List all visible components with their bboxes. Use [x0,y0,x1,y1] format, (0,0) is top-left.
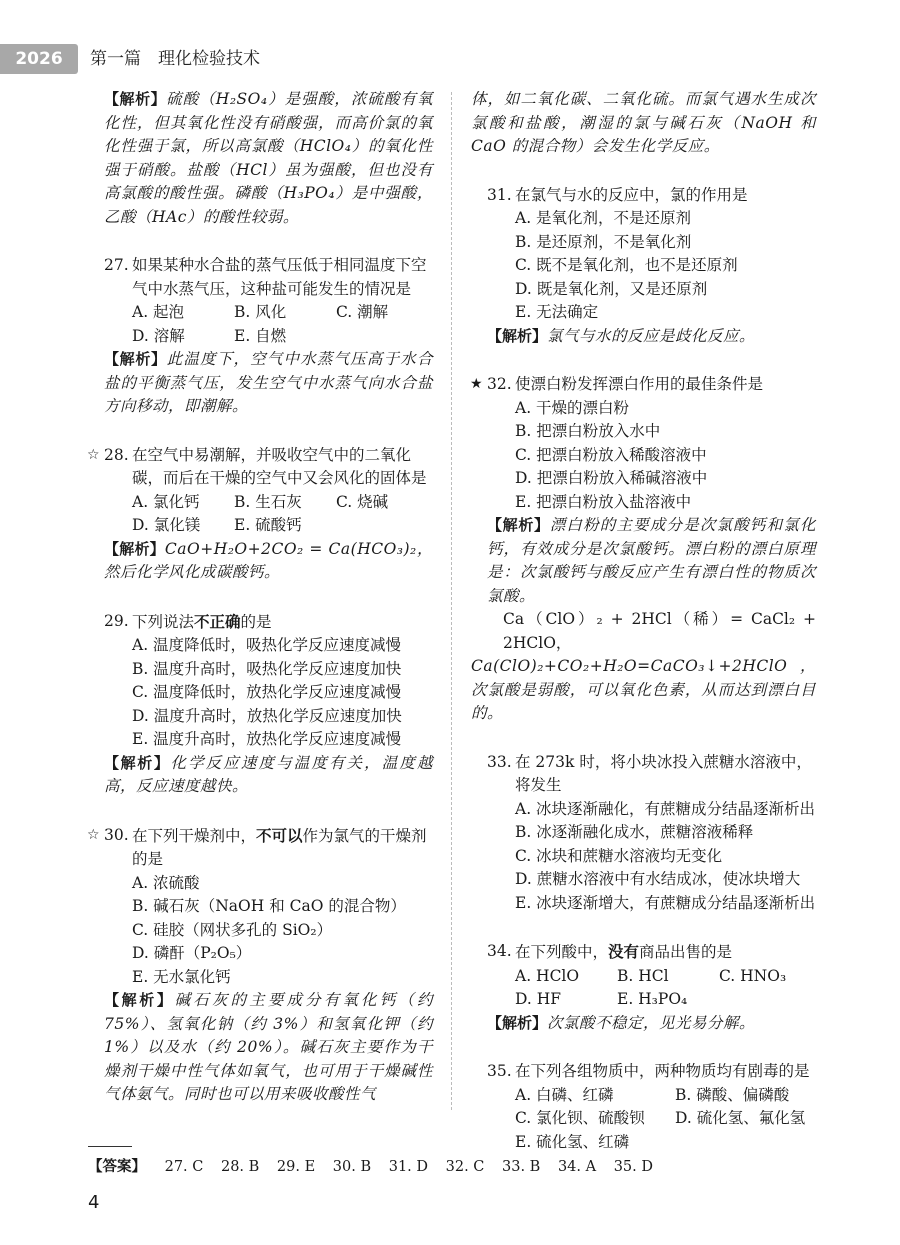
option-b: B. 碱石灰（NaOH 和 CaO 的混合物） [132,897,406,915]
question-32 [471,373,816,726]
explanation: 【解析】此温度下，空气中水蒸气压高于水合盐的平衡蒸气压，发生空气中水蒸气向水合盐方向移动，即潮解。 [104,350,433,415]
explanation: 【解析】CaO+H₂O+2CO₂ = Ca(HCO₃)₂，然后化学风化成碳酸钙。 [104,539,433,581]
star-mark: ☆ [87,446,100,463]
option-b: B. HCl [617,966,669,985]
star-mark: ★ [470,376,483,392]
right-column [471,88,816,1179]
question-31 [471,184,816,349]
question-33 [471,751,816,916]
option-c: C. 硅胶（网状多孔的 SiO₂） [132,920,333,939]
option-d: D. 温度升高时，放热化学反应速度加快 [132,706,402,725]
option-e: E. 硫酸钙 [234,516,302,534]
explanation: 【解析】碱石灰的主要成分有氧化钙（约75%）、氢氧化钠（约 3%）和氢氧化钾（约1%）以及水（约 20%）。碱石灰主要作为干燥剂干燥中性气体如氧气，也可用于干燥碱性气体氨气。同时也可以用来吸收酸性气 [104,991,433,1103]
option-a: A. 是氧化剂，不是还原剂 [515,209,692,227]
option-c: C. 氯化钡、硫酸钡 [515,1109,645,1127]
star-mark: ☆ [87,826,100,843]
option-c: C. 潮解 [336,303,389,321]
option-e: E. 冰块逐渐增大，有蔗糖成分结晶逐渐析出 [515,893,816,912]
question-stem: 31. 在氯气与水的反应中，氯的作用是 [487,185,748,204]
answer-30: 30. B [332,1159,372,1175]
equation-1: Ca（ClO）₂ + 2HCl（稀）= CaCl₂ + 2HClO， [503,610,816,652]
option-b: B. 磷酸、偏磷酸 [675,1085,790,1104]
option-e: E. 无水氯化钙 [132,967,231,986]
answer-31: 31. D [388,1159,429,1175]
page-header [0,44,900,74]
option-c: C. 温度降低时，放热化学反应速度减慢 [132,683,402,701]
explanation-tag: 【解析】 [104,90,167,108]
option-a: A. 起泡 [132,303,185,321]
answer-29: 29. E [276,1159,316,1175]
option-a: A. 干燥的漂白粉 [515,398,630,417]
answer-27: 27. C [164,1159,204,1175]
option-b: B. 冰逐渐融化成水，蔗糖溶液稀释 [515,823,754,841]
option-a: A. 浓硫酸 [132,873,200,892]
option-d: D. HF [515,990,562,1008]
explanation: 【解析】次氯酸不稳定，见光易分解。 [487,1013,756,1032]
option-b: B. 风化 [234,303,287,321]
option-c: C. 既不是氧化剂，也不是还原剂 [515,256,738,274]
question-stem: 35. 在下列各组物质中，两种物质均有剧毒的是 [487,1062,810,1080]
option-d: D. 既是氧化剂，又是还原剂 [515,279,708,298]
explanation-26: 【解析】硫酸（H₂SO₄）是强酸，浓硫酸有氧化性，但其氧化性没有硝酸强，而高价氯的氧化性强于氯，所以高氯酸（HClO₄）的氧化性强于硝酸。盐酸（HCl）虽为强酸，但也没有高氯酸的酸性强。磷酸（H₃PO₄）是中强酸，乙酸（HAc）的酸性较弱。 [104,90,433,226]
question-stem: ☆ 28. 在空气中易潮解，并吸收空气中的二氧化碳，而后在干燥的空气中又会风化的固体是 [87,445,427,487]
question-28 [88,444,433,585]
option-d: D. 氯化镁 [132,516,201,534]
explanation: 【解析】化学反应速度与温度有关，温度越高，反应速度越快。 [104,753,433,795]
option-e: E. 把漂白粉放入盐溶液中 [515,492,692,511]
option-e: E. 自燃 [234,326,287,345]
question-35 [471,1060,816,1154]
option-b: B. 把漂白粉放入水中 [515,422,661,440]
question-stem: ★ 32. 使漂白粉发挥漂白作用的最佳条件是 [471,373,816,397]
answer-32: 32. C [445,1159,485,1175]
option-d: D. 硫化氢、氟化氢 [675,1109,806,1127]
option-c: C. 把漂白粉放入稀酸溶液中 [515,445,707,464]
page-number: 4 [88,1192,100,1213]
option-b: B. 是还原剂，不是氧化剂 [515,232,692,251]
option-e: E. H₃PO₄ [617,990,688,1008]
explanation-30-continued: 体，如二氧化碳、二氧化硫。而氯气遇水生成次氯酸和盐酸，潮湿的氯与碱石灰（NaOH 和CaO 的混合物）会发生化学反应。 [471,90,816,155]
question-34 [471,940,816,1035]
option-d: D. 磷酐（P₂O₅） [132,944,252,962]
option-d: D. 把漂白粉放入稀碱溶液中 [515,469,708,487]
option-c: C. HNO₃ [719,966,787,985]
equation-2: Ca(ClO)₂+CO₂+H₂O=CaCO₃↓+2HClO，次氯酸是弱酸，可以氧化色素，从而达到漂白目的。 [471,657,816,722]
option-c: C. 烧碱 [336,492,389,511]
question-29 [88,610,433,799]
question-stem: 27. 如果某种水合盐的蒸气压低于相同温度下空气中水蒸气压，这种盐可能发生的情况是 [104,256,427,298]
option-d: D. 溶解 [132,326,185,345]
explanation: 【解析】漂白粉的主要成分是次氯酸钙和氯化钙，有效成分是次氯酸钙。漂白粉的漂白原理是：次氯酸钙与酸反应产生有漂白性的物质次氯酸。 [487,516,816,605]
option-a: A. 白磷、红磷 [515,1085,614,1104]
explanation: 【解析】氯气与水的反应是歧化反应。 [487,326,756,345]
year-badge: 2026 [0,44,78,74]
answer-key-tag: 【答案】 [88,1159,146,1175]
question-30 [88,824,433,1107]
option-c: C. 冰块和蔗糖水溶液均无变化 [515,846,723,865]
option-b: B. 生石灰 [234,492,302,511]
answer-33: 33. B [502,1159,541,1175]
question-27 [88,254,433,419]
question-stem: 34. 在下列酸中，没有商品出售的是 [487,942,733,961]
option-a: A. 冰块逐渐融化，有蔗糖成分结晶逐渐析出 [515,799,816,818]
footer-rule [88,1146,132,1147]
question-stem: 33. 在 273k 时，将小块冰投入蔗糖水溶液中，将发生 [487,752,812,794]
option-e: E. 温度升高时，放热化学反应速度减慢 [132,730,402,748]
option-e: E. 硫化氢、红磷 [515,1132,630,1151]
option-e: E. 无法确定 [515,303,599,321]
answer-key [88,1155,666,1176]
answer-28: 28. B [220,1159,260,1175]
section-title: 第一篇 理化检验技术 [90,49,260,69]
question-stem: 29. 下列说法不正确的是 [104,611,272,631]
answer-34: 34. A [557,1159,597,1175]
option-a: A. HClO [515,966,580,985]
option-b: B. 温度升高时，吸热化学反应速度加快 [132,659,402,678]
option-d: D. 蔗糖水溶液中有水结成冰，使冰块增大 [515,870,801,888]
column-divider [451,92,452,1110]
left-column [88,88,433,1132]
question-stem: ☆ 30. 在下列干燥剂中，不可以作为氯气的干燥剂的是 [87,825,427,868]
option-a: A. 氯化钙 [132,492,200,511]
answer-35: 35. D [613,1159,653,1175]
option-a: A. 温度降低时，吸热化学反应速度减慢 [132,636,402,654]
